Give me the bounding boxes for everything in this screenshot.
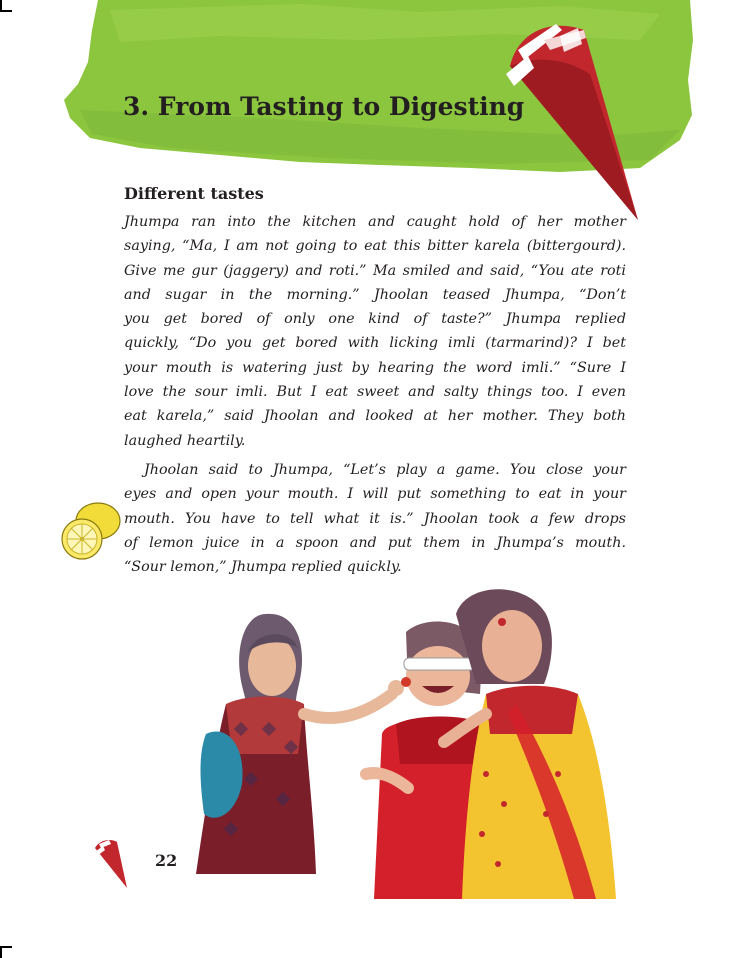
paragraph-line: love the sour imli. But I eat sweet and salty things too. I even: [124, 384, 626, 401]
paragraph-line: mouth. You have to tell what it is.” Jhoolan took a few drops: [124, 510, 626, 527]
paragraph-line: of lemon juice in a spoon and put them in Jhumpa’s mouth.: [124, 534, 626, 551]
crop-mark-bottom-left-h: [0, 946, 12, 948]
lemon-icon: [58, 497, 124, 563]
paragraph-1: [124, 210, 626, 453]
paragraph-line: quickly, “Do you get bored with licking imli (tarmarind)? I bet: [124, 335, 626, 352]
figure-jhoolan: [196, 614, 404, 874]
paragraph-line: your mouth is watering just by hearing the word imli.” “Sure I: [124, 359, 626, 376]
small-red-cone-icon: [93, 838, 129, 890]
paragraph-line: eat karela,” said Jhoolan and looked at her mother. They both: [124, 408, 626, 425]
paragraph-line: and sugar in the morning.” Jhoolan teased Jhumpa, “Don’t: [124, 286, 626, 303]
chapter-title: 3. From Tasting to Digesting: [123, 92, 525, 121]
paragraph-line: saying, “Ma, I am not going to eat this bitter karela (bittergourd).: [124, 238, 626, 255]
paragraph-line: Give me gur (jaggery) and roti.” Ma smiled and said, “You ate roti: [124, 262, 626, 279]
red-cone-icon: [498, 14, 648, 226]
paragraph-line: Jhumpa ran into the kitchen and caught hold of her mother: [124, 214, 626, 230]
tasting-game-illustration: [186, 574, 636, 899]
paragraph-line: Jhoolan said to Jhumpa, “Let’s play a game. You close your: [144, 462, 626, 478]
paragraph-line: “Sour lemon,” Jhumpa replied quickly.: [124, 559, 402, 576]
page-number: 22: [155, 851, 178, 870]
paragraph-line: you get bored of only one kind of taste?” Jhumpa replied: [124, 311, 626, 328]
paragraph-line: laughed heartily.: [124, 432, 246, 449]
section-heading: Different tastes: [124, 184, 264, 203]
paragraph-2: [124, 458, 626, 579]
paragraph-line: eyes and open your mouth. I will put something to eat in your: [124, 486, 626, 503]
